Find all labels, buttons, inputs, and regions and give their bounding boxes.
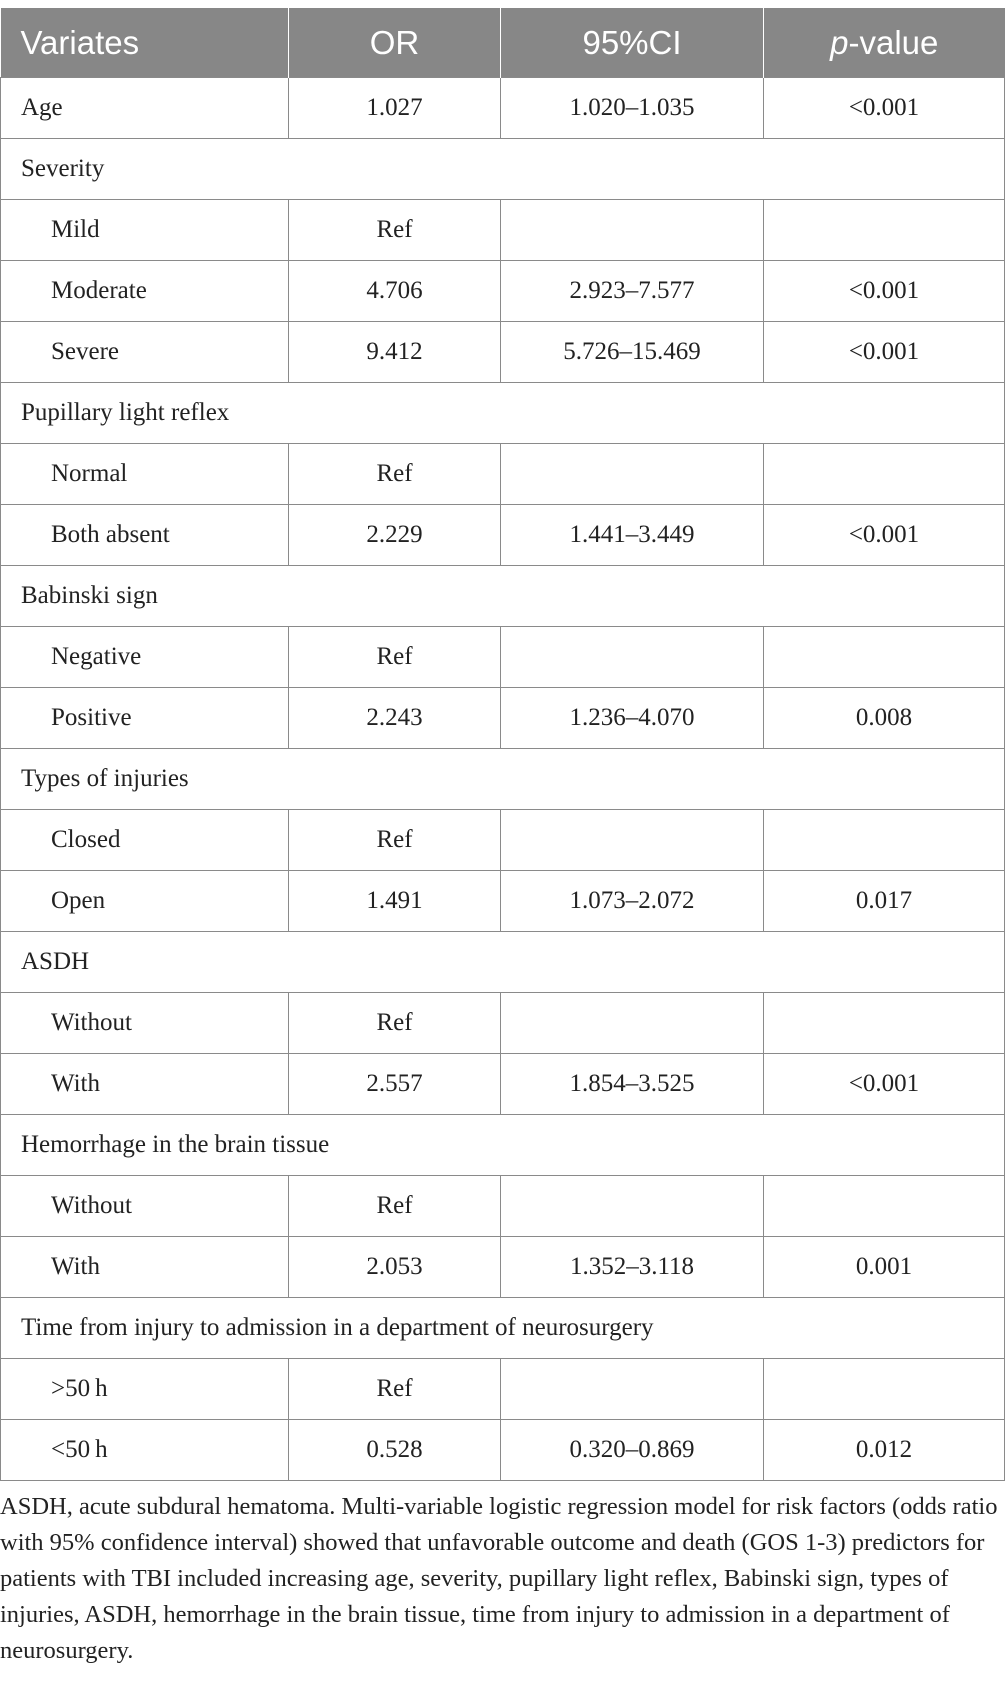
ci-cell: 1.352–3.118 [501, 1237, 764, 1298]
regression-table [0, 8, 1005, 1481]
table-row [1, 993, 1005, 1054]
table-row [1, 871, 1005, 932]
or-cell: 2.557 [289, 1054, 501, 1115]
header-variates: Variates [1, 8, 289, 78]
table-row [1, 322, 1005, 383]
table-row [1, 1359, 1005, 1420]
variate-cell: <50 h [1, 1420, 289, 1481]
or-cell: Ref [289, 810, 501, 871]
p-value-cell [764, 444, 1005, 505]
or-cell: Ref [289, 444, 501, 505]
or-cell: Ref [289, 993, 501, 1054]
ci-cell: 1.441–3.449 [501, 505, 764, 566]
variate-cell: Moderate [1, 261, 289, 322]
variate-cell: Mild [1, 200, 289, 261]
table-row [1, 1237, 1005, 1298]
ci-cell [501, 1359, 764, 1420]
group-label: Babinski sign [1, 566, 1005, 627]
table-row [1, 1176, 1005, 1237]
header-p-value [764, 8, 1005, 78]
group-label: Types of injuries [1, 749, 1005, 810]
variate-cell: Without [1, 993, 289, 1054]
header-p-rest: -value [848, 23, 939, 61]
table-body [1, 78, 1005, 1481]
ci-cell: 1.236–4.070 [501, 688, 764, 749]
group-label: Hemorrhage in the brain tissue [1, 1115, 1005, 1176]
group-label: ASDH [1, 932, 1005, 993]
table-footnote: ASDH, acute subdural hematoma. Multi-variable logistic regression model for risk factors (odds ratio with 95% confidence interval) showed that unfavorable outcome and death (GOS 1-3) predictors for patients with TBI included increasing age, severity, pupillary light reflex, Babinski sign, types of injuries, ASDH, hemorrhage in the brain tissue, time from injury to admission in a department of neurosurgery. [0, 1493, 998, 1664]
ci-cell: 1.020–1.035 [501, 78, 764, 139]
ci-cell [501, 1176, 764, 1237]
ci-cell: 2.923–7.577 [501, 261, 764, 322]
or-cell: 2.053 [289, 1237, 501, 1298]
variate-cell: Both absent [1, 505, 289, 566]
p-value-cell [764, 1359, 1005, 1420]
group-label: Pupillary light reflex [1, 383, 1005, 444]
header-ci: 95%CI [501, 8, 764, 78]
table-row [1, 627, 1005, 688]
table-row [1, 505, 1005, 566]
variate-cell: Severe [1, 322, 289, 383]
or-cell: 1.491 [289, 871, 501, 932]
table-row [1, 810, 1005, 871]
p-value-cell [764, 200, 1005, 261]
ci-cell [501, 627, 764, 688]
variate-cell: Open [1, 871, 289, 932]
variate-cell: Without [1, 1176, 289, 1237]
table-group-row [1, 139, 1005, 200]
table-group-row [1, 1298, 1005, 1359]
p-value-cell: <0.001 [764, 505, 1005, 566]
p-value-cell: <0.001 [764, 78, 1005, 139]
or-cell: Ref [289, 1359, 501, 1420]
p-value-cell: 0.017 [764, 871, 1005, 932]
ci-cell: 1.854–3.525 [501, 1054, 764, 1115]
group-label: Severity [1, 139, 1005, 200]
header-or: OR [289, 8, 501, 78]
table-group-row [1, 383, 1005, 444]
variate-cell: Age [1, 78, 289, 139]
p-value-cell: <0.001 [764, 1054, 1005, 1115]
variate-cell: Negative [1, 627, 289, 688]
or-cell: 0.528 [289, 1420, 501, 1481]
table-group-row [1, 749, 1005, 810]
table-container [0, 8, 1005, 1669]
or-cell: 1.027 [289, 78, 501, 139]
table-group-row [1, 1115, 1005, 1176]
table-row [1, 1054, 1005, 1115]
table-row [1, 200, 1005, 261]
ci-cell [501, 810, 764, 871]
ci-cell: 0.320–0.869 [501, 1420, 764, 1481]
or-cell: Ref [289, 1176, 501, 1237]
p-value-cell: <0.001 [764, 322, 1005, 383]
variate-cell: With [1, 1237, 289, 1298]
ci-cell [501, 444, 764, 505]
variate-cell: With [1, 1054, 289, 1115]
table-group-row [1, 932, 1005, 993]
or-cell: 4.706 [289, 261, 501, 322]
variate-cell: Closed [1, 810, 289, 871]
variate-cell: Positive [1, 688, 289, 749]
group-label: Time from injury to admission in a department of neurosurgery [1, 1298, 1005, 1359]
ci-cell [501, 200, 764, 261]
or-cell: Ref [289, 200, 501, 261]
table-row [1, 444, 1005, 505]
table-row [1, 261, 1005, 322]
p-value-cell: 0.012 [764, 1420, 1005, 1481]
or-cell: 9.412 [289, 322, 501, 383]
header-p-italic: p [830, 23, 849, 61]
table-group-row [1, 566, 1005, 627]
p-value-cell [764, 993, 1005, 1054]
variate-cell: >50 h [1, 1359, 289, 1420]
p-value-cell [764, 810, 1005, 871]
variate-cell: Normal [1, 444, 289, 505]
p-value-cell [764, 627, 1005, 688]
table-row [1, 78, 1005, 139]
p-value-cell: 0.001 [764, 1237, 1005, 1298]
p-value-cell: 0.008 [764, 688, 1005, 749]
or-cell: Ref [289, 627, 501, 688]
ci-cell [501, 993, 764, 1054]
or-cell: 2.243 [289, 688, 501, 749]
p-value-cell [764, 1176, 1005, 1237]
table-row [1, 688, 1005, 749]
or-cell: 2.229 [289, 505, 501, 566]
p-value-cell: <0.001 [764, 261, 1005, 322]
ci-cell: 1.073–2.072 [501, 871, 764, 932]
ci-cell: 5.726–15.469 [501, 322, 764, 383]
header-row [1, 8, 1005, 78]
table-row [1, 1420, 1005, 1481]
